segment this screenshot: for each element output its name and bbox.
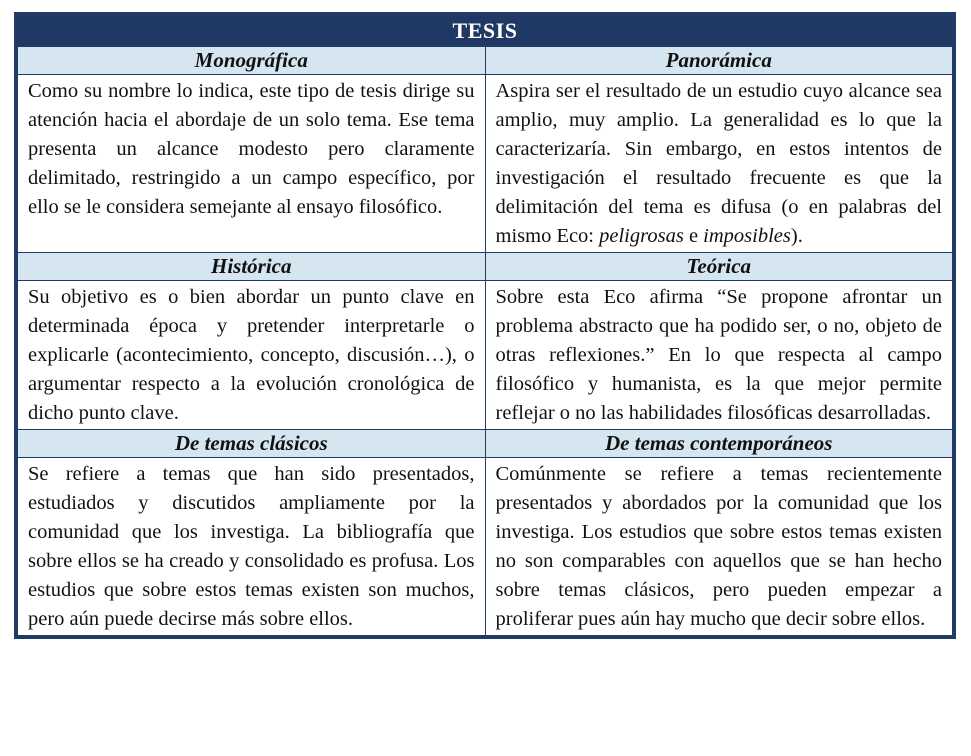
cell-temas-clasicos [18, 458, 486, 636]
cell-historica [18, 281, 486, 430]
text-panoramica-mid: e [683, 225, 704, 247]
text-panoramica-end: ). [790, 225, 803, 247]
cell-teorica [485, 281, 953, 430]
text-temas-clasicos: Se refiere a temas que han sido presentados, estudiados y discutidos ampliamente por la comunidad que los investiga. La bibliografía que sobre ellos se ha creado y consolidado es profusa. Los estudios que sobre estos temas existen son muchos, pero aún puede decirse más sobre ellos. [28, 463, 475, 630]
heading-temas-clasicos: De temas clásicos [18, 430, 486, 458]
body-row-1 [18, 75, 953, 253]
heading-monografica: Monográfica [18, 47, 486, 75]
heading-historica: Histórica [18, 253, 486, 281]
body-row-2 [18, 281, 953, 430]
text-panoramica-main: Aspira ser el resultado de un estudio cuyo alcance sea amplio, muy amplio. La generalidad es lo que la caracterizaría. Sin embargo, en estos intentos de investigación el resultado frecuente es que la delimitación del tema es difusa (o en palabras del mismo Eco: [495, 80, 942, 247]
heading-row-3 [18, 430, 953, 458]
heading-panoramica: Panorámica [485, 47, 953, 75]
text-monografica: Como su nombre lo indica, este tipo de tesis dirige su atención hacia el abordaje de un solo tema. Ese tema presenta un alcance modesto pero claramente delimitado, restringido a un campo específico, por ello se le considera semejante al ensayo filosófico. [28, 80, 475, 218]
table [17, 15, 953, 636]
text-panoramica [496, 77, 943, 251]
cell-monografica [18, 75, 486, 253]
heading-teorica: Teórica [485, 253, 953, 281]
text-panoramica-italic-2: imposibles [703, 225, 791, 247]
text-panoramica-italic-1: peligrosas [599, 225, 684, 247]
table-title: TESIS [18, 16, 953, 47]
heading-row-1 [18, 47, 953, 75]
heading-temas-contemporaneos: De temas contemporáneos [485, 430, 953, 458]
body-row-3 [18, 458, 953, 636]
title-row [18, 16, 953, 47]
thesis-types-table [14, 12, 956, 639]
text-teorica: Sobre esta Eco afirma “Se propone afrontar un problema abstracto que ha podido ser, o no, objeto de otras reflexiones.” En lo que respecta al campo filosófico y humanista, es la que mejor permite reflejar o no las habilidades filosóficas desarrolladas. [495, 286, 942, 424]
text-historica: Su objetivo es o bien abordar un punto clave en determinada época y pretender interpretarle o explicarle (acontecimiento, concepto, discusión…), o argumentar respecto a la evolución cronológica de dicho punto clave. [28, 286, 475, 424]
text-temas-contemporaneos: Comúnmente se refiere a temas recientemente presentados y abordados por la comunidad que los investiga. Los estudios que sobre estos temas existen no son comparables con aquellos que se han hecho sobre temas clásicos, pero pueden empezar a proliferar pues aún hay mucho que decir sobre ellos. [495, 463, 942, 630]
heading-row-2 [18, 253, 953, 281]
cell-temas-contemporaneos [485, 458, 953, 636]
cell-panoramica [485, 75, 953, 253]
